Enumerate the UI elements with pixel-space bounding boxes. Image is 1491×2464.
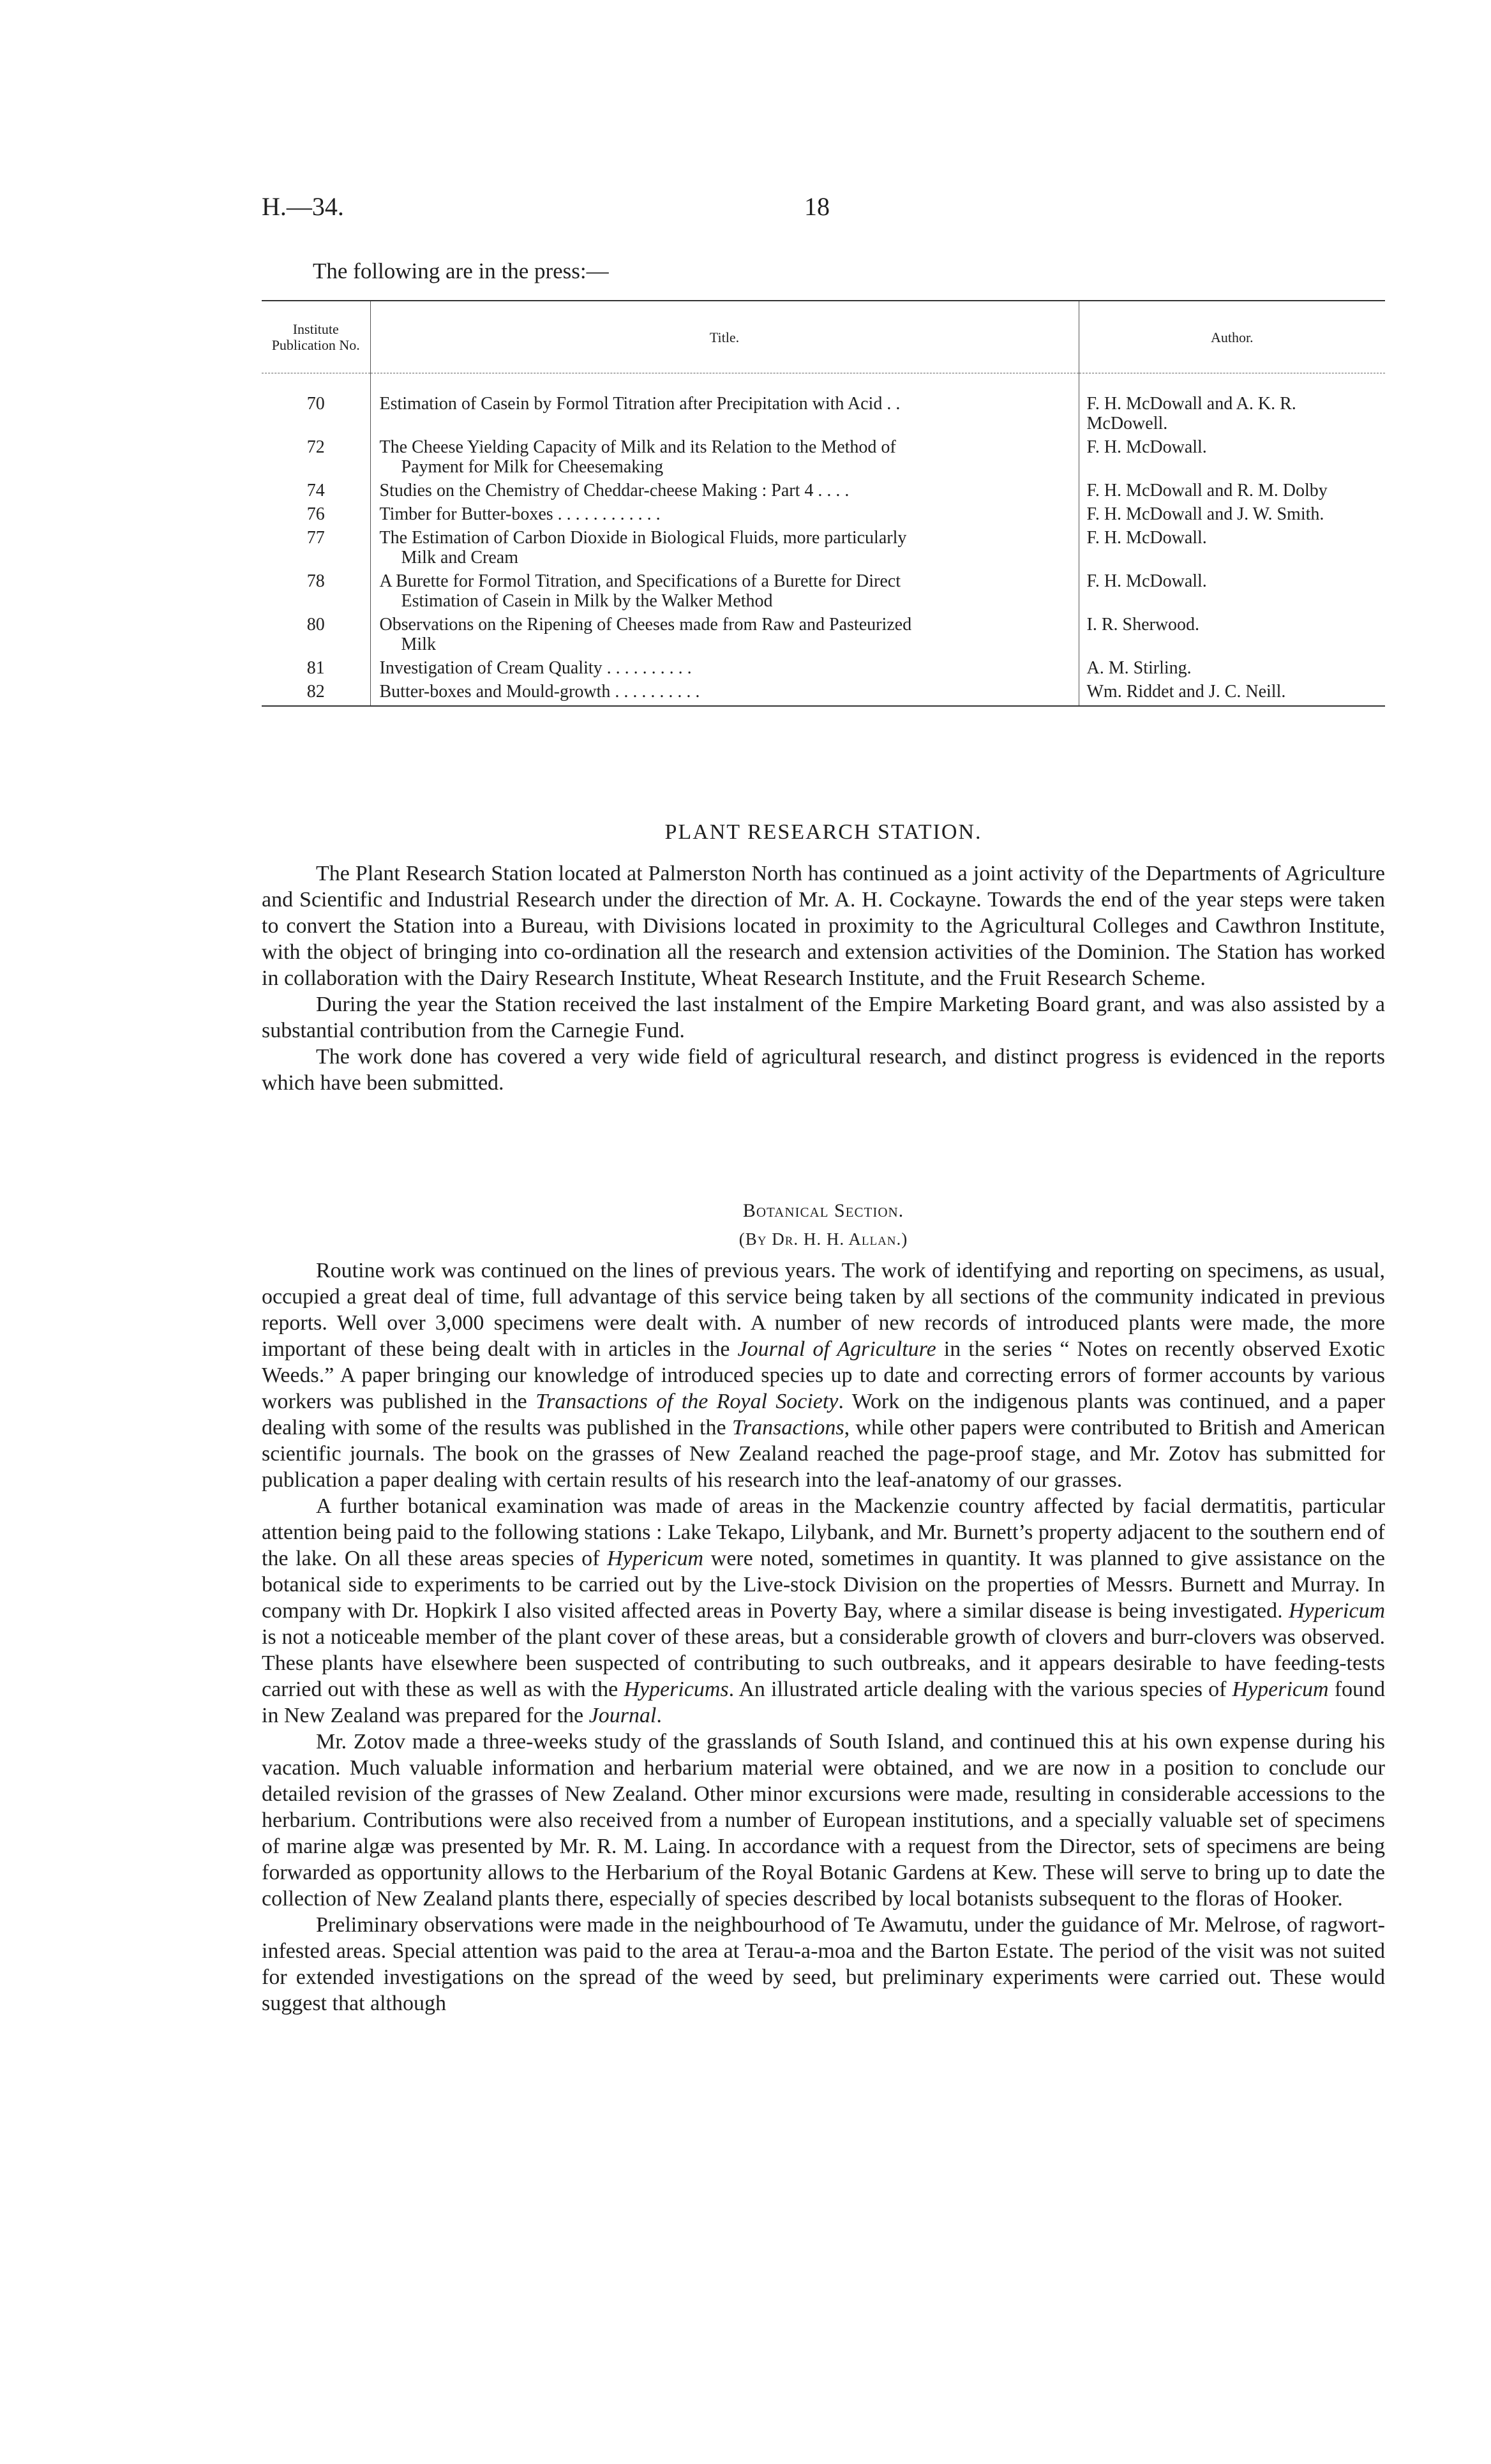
- column-header-author: Author.: [1079, 301, 1385, 373]
- publication-title: A Burette for Formol Titration, and Specifications of a Burette for Direct Estimation of Casein in Milk by the Walker Method: [379, 571, 901, 611]
- publication-author: A. M. Stirling.: [1079, 658, 1385, 682]
- table-header-row: [262, 301, 1385, 373]
- paragraph: A further botanical examination was made of areas in the Mackenzie country affected by facial dermatitis, particular attention being paid to the following stations : Lake Tekapo, Lilybank, and Mr. Burnett’s property adjacent to the southern end of the lake. On all these areas species of Hypericum were noted, sometimes in quantity. It was planned to give assistance on the botanical side to experiments to be carried out by the Live-stock Division on the properties of Messrs. Burnett and Murray. In company with Dr. Hopkirk I also visited affected areas in Poverty Bay, where a similar disease is being investigated. Hypericum is not a noticeable member of the plant cover of these areas, but a considerable growth of clovers and burr-clovers was observed. These plants have elsewhere been suspected of contributing to such outbreaks, and it appears desirable to have feeding-tests carried out with these as well as with the Hypericums. An illustrated article dealing with the various species of Hypericum found in New Zealand was prepared for the Journal.: [262, 1494, 1386, 1727]
- publication-title: The Cheese Yielding Capacity of Milk and its Relation to the Method of Payment for Milk for Cheesemaking: [379, 437, 896, 477]
- publication-author: F. H. McDowall.: [1079, 437, 1385, 481]
- table-row: [262, 615, 1385, 658]
- publication-title: Studies on the Chemistry of Cheddar-cheese Making : Part 4 . . . .: [379, 481, 850, 500]
- botanical-text: [262, 1258, 1385, 2017]
- publication-number: 77: [262, 528, 370, 571]
- paragraph: Routine work was continued on the lines of previous years. The work of identifying and reporting on specimens, as usual, occupied a great deal of time, full advantage of this service being taken by all sections of the community indicated in previous reports. Well over 3,000 specimens were dealt with. A number of new records of introduced plants were made, the more important of these being dealt with in articles in the Journal of Agriculture in the series “ Notes on recently observed Exotic Weeds.” A paper bringing our knowledge of introduced species up to date and correcting errors of former accounts by various workers was published in the Transactions of the Royal Society. Work on the indigenous plants was continued, and a paper dealing with some of the results was published in the Transactions, while other papers were contributed to British and American scientific journals. The book on the grasses of New Zealand reached the page-proof stage, and Mr. Zotov has submitted for publication a paper dealing with certain results of his research into the leaf-anatomy of our grasses.: [262, 1259, 1385, 1492]
- publication-author: I. R. Sherwood.: [1079, 615, 1385, 658]
- publication-title: Investigation of Cream Quality . . . . . . . . . .: [379, 658, 692, 678]
- publication-number: 74: [262, 481, 370, 504]
- table-row: [262, 437, 1385, 481]
- paragraph: Preliminary observations were made in the neighbourhood of Te Awamutu, under the guidance of Mr. Melrose, of ragwort-infested areas. Special attention was paid to the area at Terau-a-moa and the Barton Estate. The period of the visit was not suited for extended investigations on the spread of the weed by seed, but preliminary experiments were carried out. These would suggest that although: [262, 1913, 1385, 2015]
- publication-number: 70: [262, 394, 370, 437]
- publication-author: F. H. McDowall and R. M. Dolby: [1079, 481, 1385, 504]
- publication-title: Timber for Butter-boxes . . . . . . . . . . . .: [379, 504, 661, 524]
- column-header-number: Institute Publication No.: [262, 301, 370, 373]
- publication-title: Observations on the Ripening of Cheeses made from Raw and Pasteurized Milk: [379, 615, 912, 654]
- table-row: [262, 682, 1385, 706]
- table-row: [262, 571, 1385, 615]
- paragraph: During the year the Station received the last instalment of the Empire Marketing Board grant, and was also assisted by a substantial contribution from the Carnegie Fund.: [262, 993, 1385, 1042]
- publication-number: 76: [262, 504, 370, 528]
- publications-table: [262, 300, 1385, 707]
- page-header: [262, 192, 1385, 230]
- publication-title: Estimation of Casein by Formol Titration after Precipitation with Acid . .: [379, 394, 901, 414]
- publication-number: 72: [262, 437, 370, 481]
- botanical-byline: (By Dr. H. H. Allan.): [738, 1229, 908, 1249]
- publication-number: 82: [262, 682, 370, 706]
- publication-number: 78: [262, 571, 370, 615]
- publication-author: Wm. Riddet and J. C. Neill.: [1079, 682, 1385, 706]
- publication-number: 80: [262, 615, 370, 658]
- paragraph: The work done has covered a very wide field of agricultural research, and distinct progress is evidenced in the reports which have been submitted.: [262, 1045, 1385, 1095]
- publication-author: F. H. McDowall.: [1079, 528, 1385, 571]
- publication-author: F. H. McDowall.: [1079, 571, 1385, 615]
- table-row: [262, 394, 1385, 437]
- table-row: [262, 528, 1385, 571]
- document-code: H.—34.: [262, 192, 344, 221]
- publication-number: 81: [262, 658, 370, 682]
- botanical-section-heading: Botanical Section.: [742, 1200, 904, 1221]
- table-row: [262, 481, 1385, 504]
- paragraph: The Plant Research Station located at Palmerston North has continued as a joint activity of the Departments of Agriculture and Scientific and Industrial Research under the direction of Mr. A. H. Cockayne. Towards the end of the year steps were taken to convert the Station into a Bureau, with Divisions located in proximity to the Agricultural Colleges and Cawthron Institute, with the object of bringing into co-ordination all the research and extension activities of the Dominion. The Station has worked in collaboration with the Dairy Research Institute, Wheat Research Institute, and the Fruit Research Scheme.: [262, 862, 1385, 990]
- paragraph: Mr. Zotov made a three-weeks study of the grasslands of South Island, and continued this at his own expense during his vacation. Much valuable information and herbarium material were obtained, and we are now in a position to conclude our detailed revision of the grasses of New Zealand. Other minor excursions were made, resulting in considerable accessions to the herbarium. Contributions were also received from a number of European institutions, and a specially valuable set of specimens of marine algæ was presented by Mr. R. M. Laing. In accordance with a request from the Director, sets of specimens are being forwarded as opportunity allows to the Herbarium of the Royal Botanic Gardens at Kew. These will serve to bring up to date the collection of New Zealand plants there, especially of species described by local botanists subsequent to the floras of Hooker.: [262, 1730, 1385, 1911]
- publication-title: Butter-boxes and Mould-growth . . . . . . . . . .: [370, 682, 1079, 706]
- section-title: PLANT RESEARCH STATION.: [664, 820, 982, 844]
- table-row: [262, 658, 1385, 682]
- publication-author: F. H. McDowall and J. W. Smith.: [1079, 504, 1385, 528]
- page-number: 18: [804, 192, 830, 221]
- plant-research-text: [262, 860, 1385, 1096]
- column-header-title: Title.: [370, 301, 1079, 373]
- table-intro: The following are in the press:—: [313, 259, 609, 283]
- table-row: [262, 504, 1385, 528]
- publication-author: F. H. McDowall and A. K. R. McDowell.: [1079, 394, 1385, 437]
- publication-title: The Estimation of Carbon Dioxide in Biological Fluids, more particularly Milk and Cream: [379, 528, 907, 567]
